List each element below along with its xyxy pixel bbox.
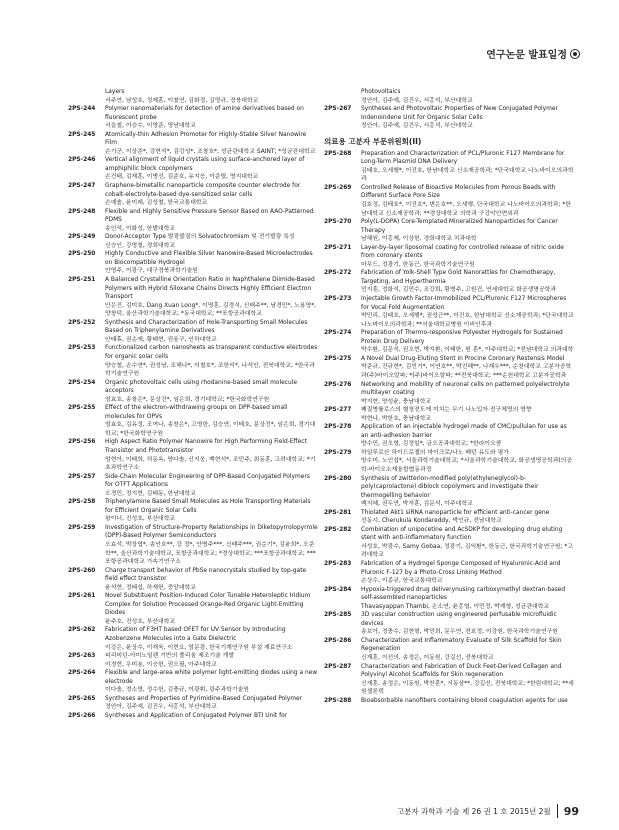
paper-title: A Balanced Crystalline Orientation Ratio in Naphthalene Diimide-Based Polymers with Hybrid Siloxane Chains Directs Highly Efficient Electron Transport xyxy=(105,277,315,301)
presentation-code: 2PS-246 xyxy=(68,157,96,164)
entry-body xyxy=(105,208,318,234)
paper-authors: 윤석현, 정태섭, 하재헌, 중앙대학교 xyxy=(105,584,196,591)
paper-title: Graphene-bimetallic nanoparticle composite counter electrode for cobalt-electrolyte-based dye-sensitized solar cells xyxy=(105,183,301,198)
entry-body xyxy=(361,475,574,509)
paper-title: Layers xyxy=(105,89,125,95)
presentation-code: 2PS-254 xyxy=(68,379,96,386)
abstract-entry xyxy=(68,404,318,438)
presentation-code: 2PS-244 xyxy=(68,106,96,113)
abstract-entry xyxy=(324,406,574,423)
presentation-code: 2PS-257 xyxy=(68,473,96,480)
abstract-entry xyxy=(68,88,318,105)
paper-title: Charge transport behavior of PbSe nanocrystals studied by top-gate field effect transistor xyxy=(105,567,307,583)
presentation-code: 2PS-279 xyxy=(324,449,352,456)
paper-authors: 서을철, 이승수, 이영준, 영남대학교 xyxy=(105,123,196,130)
presentation-code: 2PS-267 xyxy=(324,106,352,113)
entry-body xyxy=(105,626,318,652)
abstract-entry xyxy=(324,637,574,663)
paper-title: Organic photovoltaic cells using rhodanine-based small molecule acceptors xyxy=(105,379,297,395)
presentation-code: 2PS-285 xyxy=(324,612,352,619)
abstract-entry xyxy=(324,295,574,329)
abstract-entry xyxy=(324,509,574,526)
paper-authors: 정안아, 김주예, 김진우, 서홍석, 부산대학교 xyxy=(105,704,217,711)
entry-body xyxy=(105,404,318,438)
presentation-code: 2PS-281 xyxy=(324,509,352,516)
paper-title: 하일루로산 하이드로젤의 마이크로/나노 패턴 유도와 평가 xyxy=(361,449,509,456)
paper-title: Controlled Release of Bioactive Molecules from Porous Beads with Different Surface Pore Size xyxy=(361,184,556,200)
abstract-entry xyxy=(324,88,574,105)
presentation-code: 2PS-274 xyxy=(324,330,352,337)
abstract-entry xyxy=(324,218,574,244)
paper-authors: 서주연, 남성호, 정제훈, 이철연, 김화정, 김영규, 경북대학교 xyxy=(105,97,259,104)
entry-body xyxy=(361,218,574,244)
entry-body xyxy=(105,592,318,626)
left-column xyxy=(68,88,318,720)
paper-authors: 오경민, 정지현, 김태동, 한남대학교 xyxy=(105,490,196,497)
paper-title: Hypoxia-triggered drug deliverynusing carboxymethyl dextran-based self-assembled nanoparticles xyxy=(361,586,566,602)
entry-body xyxy=(105,233,318,250)
abstract-entry xyxy=(324,586,574,612)
paper-authors: 안태휴, 권순재, 황태현, 권용구, 인하대학교 xyxy=(105,336,217,343)
abstract-entry xyxy=(68,567,318,593)
presentation-code: 2PS-270 xyxy=(324,219,352,226)
entry-body xyxy=(105,567,318,593)
presentation-code: 2PS-262 xyxy=(68,627,96,634)
paper-title: Networking and mobility of neuronal cells on patterned polyelectrolyte multilayer coating xyxy=(361,381,570,397)
paper-title: Polymer nanomaterials for detection of amine derivatives based on fluorescent probe xyxy=(105,106,304,121)
entry-body xyxy=(105,276,318,319)
entry-body xyxy=(361,509,574,526)
paper-title: 피리미딘-아미노일렌 기반의 폴리움 제조기술 개발 xyxy=(105,653,235,660)
entry-body xyxy=(361,269,574,295)
paper-authors: 정안아, 김주예, 김진우, 서홍석, 부산대학교 xyxy=(361,97,473,104)
paper-title: Syntheses and Application of Conjugated Polymer BTI Unit for xyxy=(105,712,288,719)
entry-body xyxy=(361,329,574,355)
paper-title: Layer-by-layer liposomal coating for controlled release of nitric oxide from coronary stents xyxy=(361,244,564,260)
paper-authors: 김태호, 오세행*, 이진호, 한남대학교 신소재공학과; *단국대학교 나노바이오의과학과 xyxy=(361,167,574,183)
presentation-code: 2PS-276 xyxy=(324,381,352,388)
paper-authors: 박준규, 진규현*, 김민기*, 이연호**, 박진혜**, 나재우***, 순천대학교 고분자공학과(주)바이오알파; *(주)바이오알파; **전북대학교; ***순천대학교 고분자공학과 xyxy=(361,364,572,379)
entry-body xyxy=(361,88,574,105)
presentation-code: 2PS-264 xyxy=(68,670,96,677)
presentation-code: 2PS-287 xyxy=(324,663,352,670)
paper-title: Injectable Growth Factor-Immobilized PCL/Pluronic F127 Microspheres for Vocal Fold Augmentation xyxy=(361,296,567,311)
paper-authors: 마무드, 정광기, 한동근, 한국과학기술연구원 xyxy=(361,261,475,268)
right-bottom-list xyxy=(324,150,574,706)
paper-title: Characterization and Inflammatory Evaluate of Silk Scaffold for Skin Regeneration xyxy=(361,637,562,653)
entry-body xyxy=(105,131,318,157)
running-header xyxy=(486,46,579,61)
abstract-entry xyxy=(68,319,318,345)
entry-body xyxy=(361,355,574,381)
paper-authors: 민지훈, 정화석, 김민수, 조강희, 황병주, 고원건, 연세대학교 화공생명공학과 xyxy=(361,287,557,294)
entry-body xyxy=(105,182,318,208)
paper-title: Bioabsorbable nanofibers containing blood coagulation agents for use xyxy=(361,697,568,704)
entry-body xyxy=(105,344,318,378)
presentation-code: 2PS-265 xyxy=(68,695,96,702)
entry-body xyxy=(105,88,318,105)
paper-title: Novel Substituent Position-Induced Color Tunable Heteroleptic Iridium Complex for Solution Processed Orange-Red Organic Light-Emitting Diodes xyxy=(105,593,311,617)
abstract-entry xyxy=(68,131,318,157)
entry-body xyxy=(361,611,574,637)
entry-body xyxy=(105,712,318,721)
abstract-entry xyxy=(68,105,318,131)
paper-authors: 안영주, 이광구, 대구경북과학기술원 xyxy=(105,268,198,275)
entry-body xyxy=(361,295,574,329)
presentation-code xyxy=(324,88,361,105)
paper-title: Triphenylamine Based Small Molecules as Hole Transporting Materials for Efficient Organic Solar Cells xyxy=(105,499,311,514)
presentation-code: 2PS-283 xyxy=(324,560,352,567)
paper-authors: 백지혜, 권두연, 박지훈, 김문석, 아주대학교 xyxy=(361,501,473,508)
paper-authors: 신재훈, 이선의, 송정은, 이동원, 강길선, 전북대학교 xyxy=(361,655,494,661)
paper-authors: 방수미, 노인섭*, 서울과학기술대학교; *서울과학기술대학교, 화공생명공학과(의공학-바이오소재융합협동과정 xyxy=(361,458,573,473)
paper-authors: 김호정, 김태호*, 이진호*, 변은호**, 오세행, 단국대학교 나노바이오의과학과; *한남대학교 신소재공학과; **경상대학교 의학과 구강악안면외과 xyxy=(361,202,571,217)
abstract-entry xyxy=(324,105,574,131)
paper-authors: 박민리, 김태호, 오세행*, 권성근**, 이진호, 한남대학교 신소재공학과; *단국대학교 나노바이오의과학과; **서울대학교병원 이비인후과 xyxy=(361,313,574,328)
entry-body xyxy=(361,586,574,612)
paper-authors: 양승철, 손수연*, 권성남, 조해나*, 이철호*, 조한익*, 나석인, 전북대학교; *한국과학기술연구원 xyxy=(105,362,315,378)
entry-body xyxy=(105,473,318,499)
presentation-code: 2PS-249 xyxy=(68,234,96,241)
paper-authors: 안은진, 김미호, Dang Xuan Long*, 이명훈, 김경식, 신태주**, 남경민*, 노용영*, 양창덕, 울산과학기술대학교; *동국대학교; **포항공과대학교 xyxy=(105,302,317,318)
paper-authors: 오효석, 박장엽*, 송인호**, 강 정*, 안병주***, 신태주***, 권순기*, 김윤희*, 오준학**, 울산과학기술대학교, 포항공과대학교; *경상대학교; ***포항공과대학교; ***포항공과대학교 가속기연구소 xyxy=(105,541,316,566)
presentation-code: 2PS-269 xyxy=(324,184,352,191)
presentation-code: 2PS-282 xyxy=(324,526,352,533)
abstract-entry xyxy=(324,150,574,184)
abstract-entry xyxy=(68,473,318,499)
presentation-code: 2PS-259 xyxy=(68,524,96,531)
paper-title: Donor-Acceptor Type 발광물질의 Solvatochromism 및 전기발광 특성 xyxy=(105,234,295,241)
entry-body xyxy=(361,105,574,131)
right-column xyxy=(324,88,574,705)
abstract-entry xyxy=(68,379,318,405)
right-top-list xyxy=(324,88,574,131)
paper-title: Flexible and Highly Sensitive Pressure Sensor Based on AAO-Patterned PDMS xyxy=(105,208,314,224)
entry-body xyxy=(361,663,574,697)
paper-title: 폐질병률로스의 혈청전도에 미치는 무기 나노입자 전구체영의 영향 xyxy=(361,407,532,414)
entry-body xyxy=(105,669,318,695)
presentation-code: 2PS-256 xyxy=(68,439,96,446)
abstract-entry xyxy=(324,611,574,637)
presentation-code: 2PS-280 xyxy=(324,475,352,482)
paper-title: A Novel Dual Drug-Eluting Stent in Procine Coronary Restensis Model xyxy=(361,355,565,362)
paper-title: Atomically-thin Adhesion Promoter for Highly-Stable Silver Nanowire Film xyxy=(105,131,307,147)
entry-body xyxy=(105,438,318,472)
abstract-entry xyxy=(68,524,318,567)
paper-title: Synthesis and Characterization of Hole-Transporting Small Molecules Based on Triphenylamine Derivatives xyxy=(105,319,308,335)
presentation-code: 2PS-278 xyxy=(324,424,352,431)
abstract-entry xyxy=(324,329,574,355)
entry-body xyxy=(361,560,574,586)
presentation-code: 2PS-255 xyxy=(68,405,96,412)
circle-bullet-icon xyxy=(571,50,579,58)
presentation-code: 2PS-277 xyxy=(324,407,352,414)
presentation-code: 2PS-261 xyxy=(68,593,96,600)
paper-title: Synthesis of zwitterion-modified poly(ethyleneglycol)-b-poly(caprolactone) diblock copolymers and investigate their thermogelling behavior xyxy=(361,475,539,499)
entry-body xyxy=(361,423,574,449)
paper-title: Combination of unipocetine and AcSDKP for developing drug eluting stent with anti-inflammatory function xyxy=(361,526,563,542)
paper-title: Flexible and large-area white polymer light-emitting diodes using a new electrode xyxy=(105,670,318,685)
abstract-entry xyxy=(324,355,574,381)
paper-title: Effect of the electron-withdrawing groups on DPP-based small molecules for OPVs xyxy=(105,405,288,420)
paper-authors: Thavasyappan Thambi, 손소연, 윤홍엽, 이민정, 박재형, 성균관대학교 xyxy=(361,603,550,610)
entry-body xyxy=(105,319,318,345)
entry-body xyxy=(105,156,318,182)
abstract-entry xyxy=(68,208,318,234)
footer-divider xyxy=(557,804,558,818)
paper-authors: 서성호, 박광수, Samy Gobaa, 정광기, 김익환*, 한동근, 한국과학기술연구원; *고려대학교 xyxy=(361,543,574,559)
paper-title: Application of an injectable hydrogel made of CMC/pullulan for use as an anti-adhesion barrier xyxy=(361,424,567,439)
paper-authors: 방수민, 권오형, 김정일*, 금오공과대학교; *한라이오콤 xyxy=(361,441,502,448)
paper-title: Fabrication of Yolk-Shell Type Gold Nanorattles for Chemotherapy, Targeting, and Hyperthermia xyxy=(361,270,556,285)
abstract-entry xyxy=(68,438,318,472)
presentation-code: 2PS-288 xyxy=(324,697,352,704)
header-title: 연구논문 발표일정 xyxy=(486,50,567,61)
abstract-entry xyxy=(324,697,574,706)
journal-info: 고분자 과학과 기술 제 26 권 1 호 2015년 2월 xyxy=(396,806,551,816)
paper-authors: 남혜원, 이홍제, 이상헌, 경희대학교 치과대학 xyxy=(361,236,477,243)
paper-title: Characterization and Fabrication of Duck Feet-Derived Collagen and Polyvinyl Alcohol Scaffolds for Skin regeneration xyxy=(361,663,562,679)
presentation-code: 2PS-263 xyxy=(68,653,96,660)
presentation-code: 2PS-248 xyxy=(68,208,96,215)
paper-authors: 엄현아, 이태희, 허동옥, 양다솔, 신지웅, 백현석*, 조민주, 최동훈, 고려대학교; *기초과학연구소 xyxy=(105,456,316,472)
abstract-entry xyxy=(324,449,574,475)
abstract-entry xyxy=(68,592,318,626)
paper-authors: 엄효호, 김유정, 조여나, 송창은*, 고영한, 김승연, 이태호, 문상진*, 임은희, 경기대학교; *한국화학연구원 xyxy=(105,422,316,437)
entry-body xyxy=(105,652,318,669)
paper-authors: 왕이너, 진성호, 부산대학교 xyxy=(105,516,176,523)
presentation-code: 2PS-260 xyxy=(68,567,96,574)
entry-body xyxy=(361,184,574,218)
paper-title: Photovoltaics xyxy=(361,89,401,95)
presentation-code: 2PS-247 xyxy=(68,183,96,190)
paper-authors: 선동시, Cherukula Kondareddy, 박인규, 전남대학교 xyxy=(361,518,502,525)
paper-title: High Aspect Ratio Polymer Nanowire for High Performing Field-Effect Transistor and Phototransistor xyxy=(105,439,307,454)
paper-title: Investigation of Structure-Property Relationships in Diketopyrrolopyrrole (DPP)-Based Polymer Semiconductors xyxy=(105,524,318,540)
abstract-entry xyxy=(68,626,318,652)
abstract-entry xyxy=(68,669,318,695)
entry-body xyxy=(361,150,574,184)
entry-body xyxy=(361,697,574,706)
presentation-code: 2PS-275 xyxy=(324,355,352,362)
entry-body xyxy=(361,381,574,407)
paper-authors: 손건태, 김재훈, 이병선, 김준호, 유지응, 이준렬, 명지대학교 xyxy=(105,174,259,181)
presentation-code: 2PS-273 xyxy=(324,296,352,303)
presentation-code: 2PS-258 xyxy=(68,499,96,506)
paper-title: Poly(L-DOPA) Core-Templated Mineralized Nanoparticles for Cancer Therapy xyxy=(361,219,558,234)
paper-title: Preparation of Thermo-responsive Polyester Hydrogels for Sustained Protein Drug Delivery xyxy=(361,330,563,345)
paper-authors: 이경현, 우미용, 이승헌, 권오필, 아주대학교 xyxy=(105,661,217,668)
paper-authors: 윤주호, 진성호, 부산대학교 xyxy=(105,618,176,625)
paper-authors: 정안아, 김주예, 김진우, 서홍석, 부산대학교 xyxy=(361,123,473,130)
entry-body xyxy=(361,526,574,560)
presentation-code: 2PS-272 xyxy=(324,270,352,277)
abstract-entry xyxy=(68,498,318,524)
abstract-entry xyxy=(324,526,574,560)
paper-title: Fabrication of F3HT based OFET for UV Sensor by Introducing Azobenzene Molecules into a Gate Dielectric xyxy=(105,627,286,642)
paper-title: Syntheses and Properties of Pyrimidine-Based Conjugated Polymer xyxy=(105,695,303,702)
entry-body xyxy=(361,637,574,663)
paper-authors: 손상수, 이종규, 한국교통대학교 xyxy=(361,578,443,585)
entry-body xyxy=(105,498,318,524)
paper-title: Fabrication of a Hydrogel Sponge Composed of Hyaluronic-Acid and Pluronic F-127 by a Photo-Cross Linking Method xyxy=(361,560,561,576)
paper-title: 3D vascular construction using engineered perfusable microfluidic devices xyxy=(361,612,557,627)
presentation-code: 2PS-268 xyxy=(324,150,352,157)
abstract-entry xyxy=(68,182,318,208)
paper-authors: 손기군, 이상준*, 강현석*, 김강성*, 조창호*, 성균관대학교 SAINT; *성균관대학교 xyxy=(105,148,316,155)
abstract-entry xyxy=(68,156,318,182)
entry-body xyxy=(361,406,574,423)
presentation-code xyxy=(68,88,105,105)
paper-title: Syntheses and Photovoltaic Properties of New Conjugated Polymer Indenoindene Unit for Organic Solar Cells xyxy=(361,106,558,121)
abstract-entry xyxy=(324,423,574,449)
paper-authors: 손예솔, 윤미래, 김성철, 한국교통대학교 xyxy=(105,200,208,207)
entry-body xyxy=(105,105,318,131)
abstract-entry xyxy=(324,663,574,697)
paper-authors: 이다솔, 정소영, 정수헌, 김충규, 이광휘, 광주과학기술원 xyxy=(105,687,249,694)
abstract-entry xyxy=(324,244,574,270)
abstract-entry xyxy=(68,276,318,319)
paper-authors: 엄효호, 송창은*, 문상진*, 임은희, 경기대학교; *한국화학연구원 xyxy=(105,396,270,403)
paper-authors: 신재훈, 송정은, 이동원, 박찬훈*, 서동삼**, 강길선, 전북대학교; *한림대학교; **세원셀론텍 xyxy=(361,680,574,696)
presentation-code: 2PS-286 xyxy=(324,637,352,644)
presentation-code: 2PS-266 xyxy=(68,712,96,719)
abstract-entry xyxy=(324,184,574,218)
paper-authors: 신승인, 강영철, 경희대학교 xyxy=(105,242,176,249)
section-heading: 의료용 고분자 부문위원회(II) xyxy=(324,136,422,146)
abstract-entry xyxy=(324,381,574,407)
paper-title: Thiolated Akt1 siRNA nanoparticle for efficient anti-cancer gene xyxy=(361,509,550,516)
page-number: 99 xyxy=(563,804,579,818)
presentation-code: 2PS-284 xyxy=(324,586,352,593)
entry-body xyxy=(361,449,574,475)
paper-title: Side-Chain Molecular Engineering of DPP-Based Conjugated Polymers for OTFT Applications xyxy=(105,473,310,489)
paper-authors: 송보아, 정충수, 김현형, 박민희, 문두연, 전호정, 이강원, 한국과학기술연구원 xyxy=(361,629,558,636)
presentation-code: 2PS-250 xyxy=(68,251,96,258)
paper-title: Highly Conductive and Flexible Silver Nanowire-Based Microelectrodes on Biocompatible Hydrogel xyxy=(105,251,313,266)
entry-body xyxy=(105,379,318,405)
abstract-entry xyxy=(68,695,318,712)
abstract-entry xyxy=(68,652,318,669)
paper-authors: 박현나, 박한호, 충남대학교 xyxy=(361,415,432,422)
page-footer xyxy=(397,804,579,818)
abstract-entry xyxy=(68,233,318,250)
presentation-code: 2PS-253 xyxy=(68,345,96,352)
paper-authors: 송인석, 이화성, 한밭대학교 xyxy=(105,225,176,232)
presentation-code: 2PS-251 xyxy=(68,277,96,284)
presentation-code: 2PS-245 xyxy=(68,131,96,138)
abstract-entry xyxy=(68,344,318,378)
paper-authors: 박지현, 양성윤, 충남대학교 xyxy=(361,398,432,405)
abstract-entry xyxy=(68,250,318,276)
abstract-entry xyxy=(324,560,574,586)
presentation-code: 2PS-271 xyxy=(324,244,352,251)
abstract-entry xyxy=(68,712,318,721)
entry-body xyxy=(105,524,318,567)
abstract-entry xyxy=(324,269,574,295)
paper-title: Vertical alignment of liquid crystals using surface-anchored layer of amphiphilic block copolymers xyxy=(105,157,305,172)
paper-title: Preparation and Characterization of PCL/Pluronic F127 Membrane for Long-Term Plasmid DNA Delivery xyxy=(361,150,565,166)
paper-authors: 박수환, 김문석, 권오현, 박지환, 이태한, 원 훈*, 아주대학교; *전남대학교 의과대학 xyxy=(361,347,574,354)
presentation-code: 2PS-252 xyxy=(68,319,96,326)
abstract-entry xyxy=(324,475,574,509)
paper-authors: 이강은, 윤상수, 이재욱, 이현요, 엄문광, 한국기계연구원 부설 재료연구소 xyxy=(105,644,293,651)
entry-body xyxy=(105,250,318,276)
entry-body xyxy=(105,695,318,712)
paper-title: Functionalized carbon nanosheets as transparent conductive electrodes for organic solar cells xyxy=(105,345,318,360)
entry-body xyxy=(361,244,574,270)
